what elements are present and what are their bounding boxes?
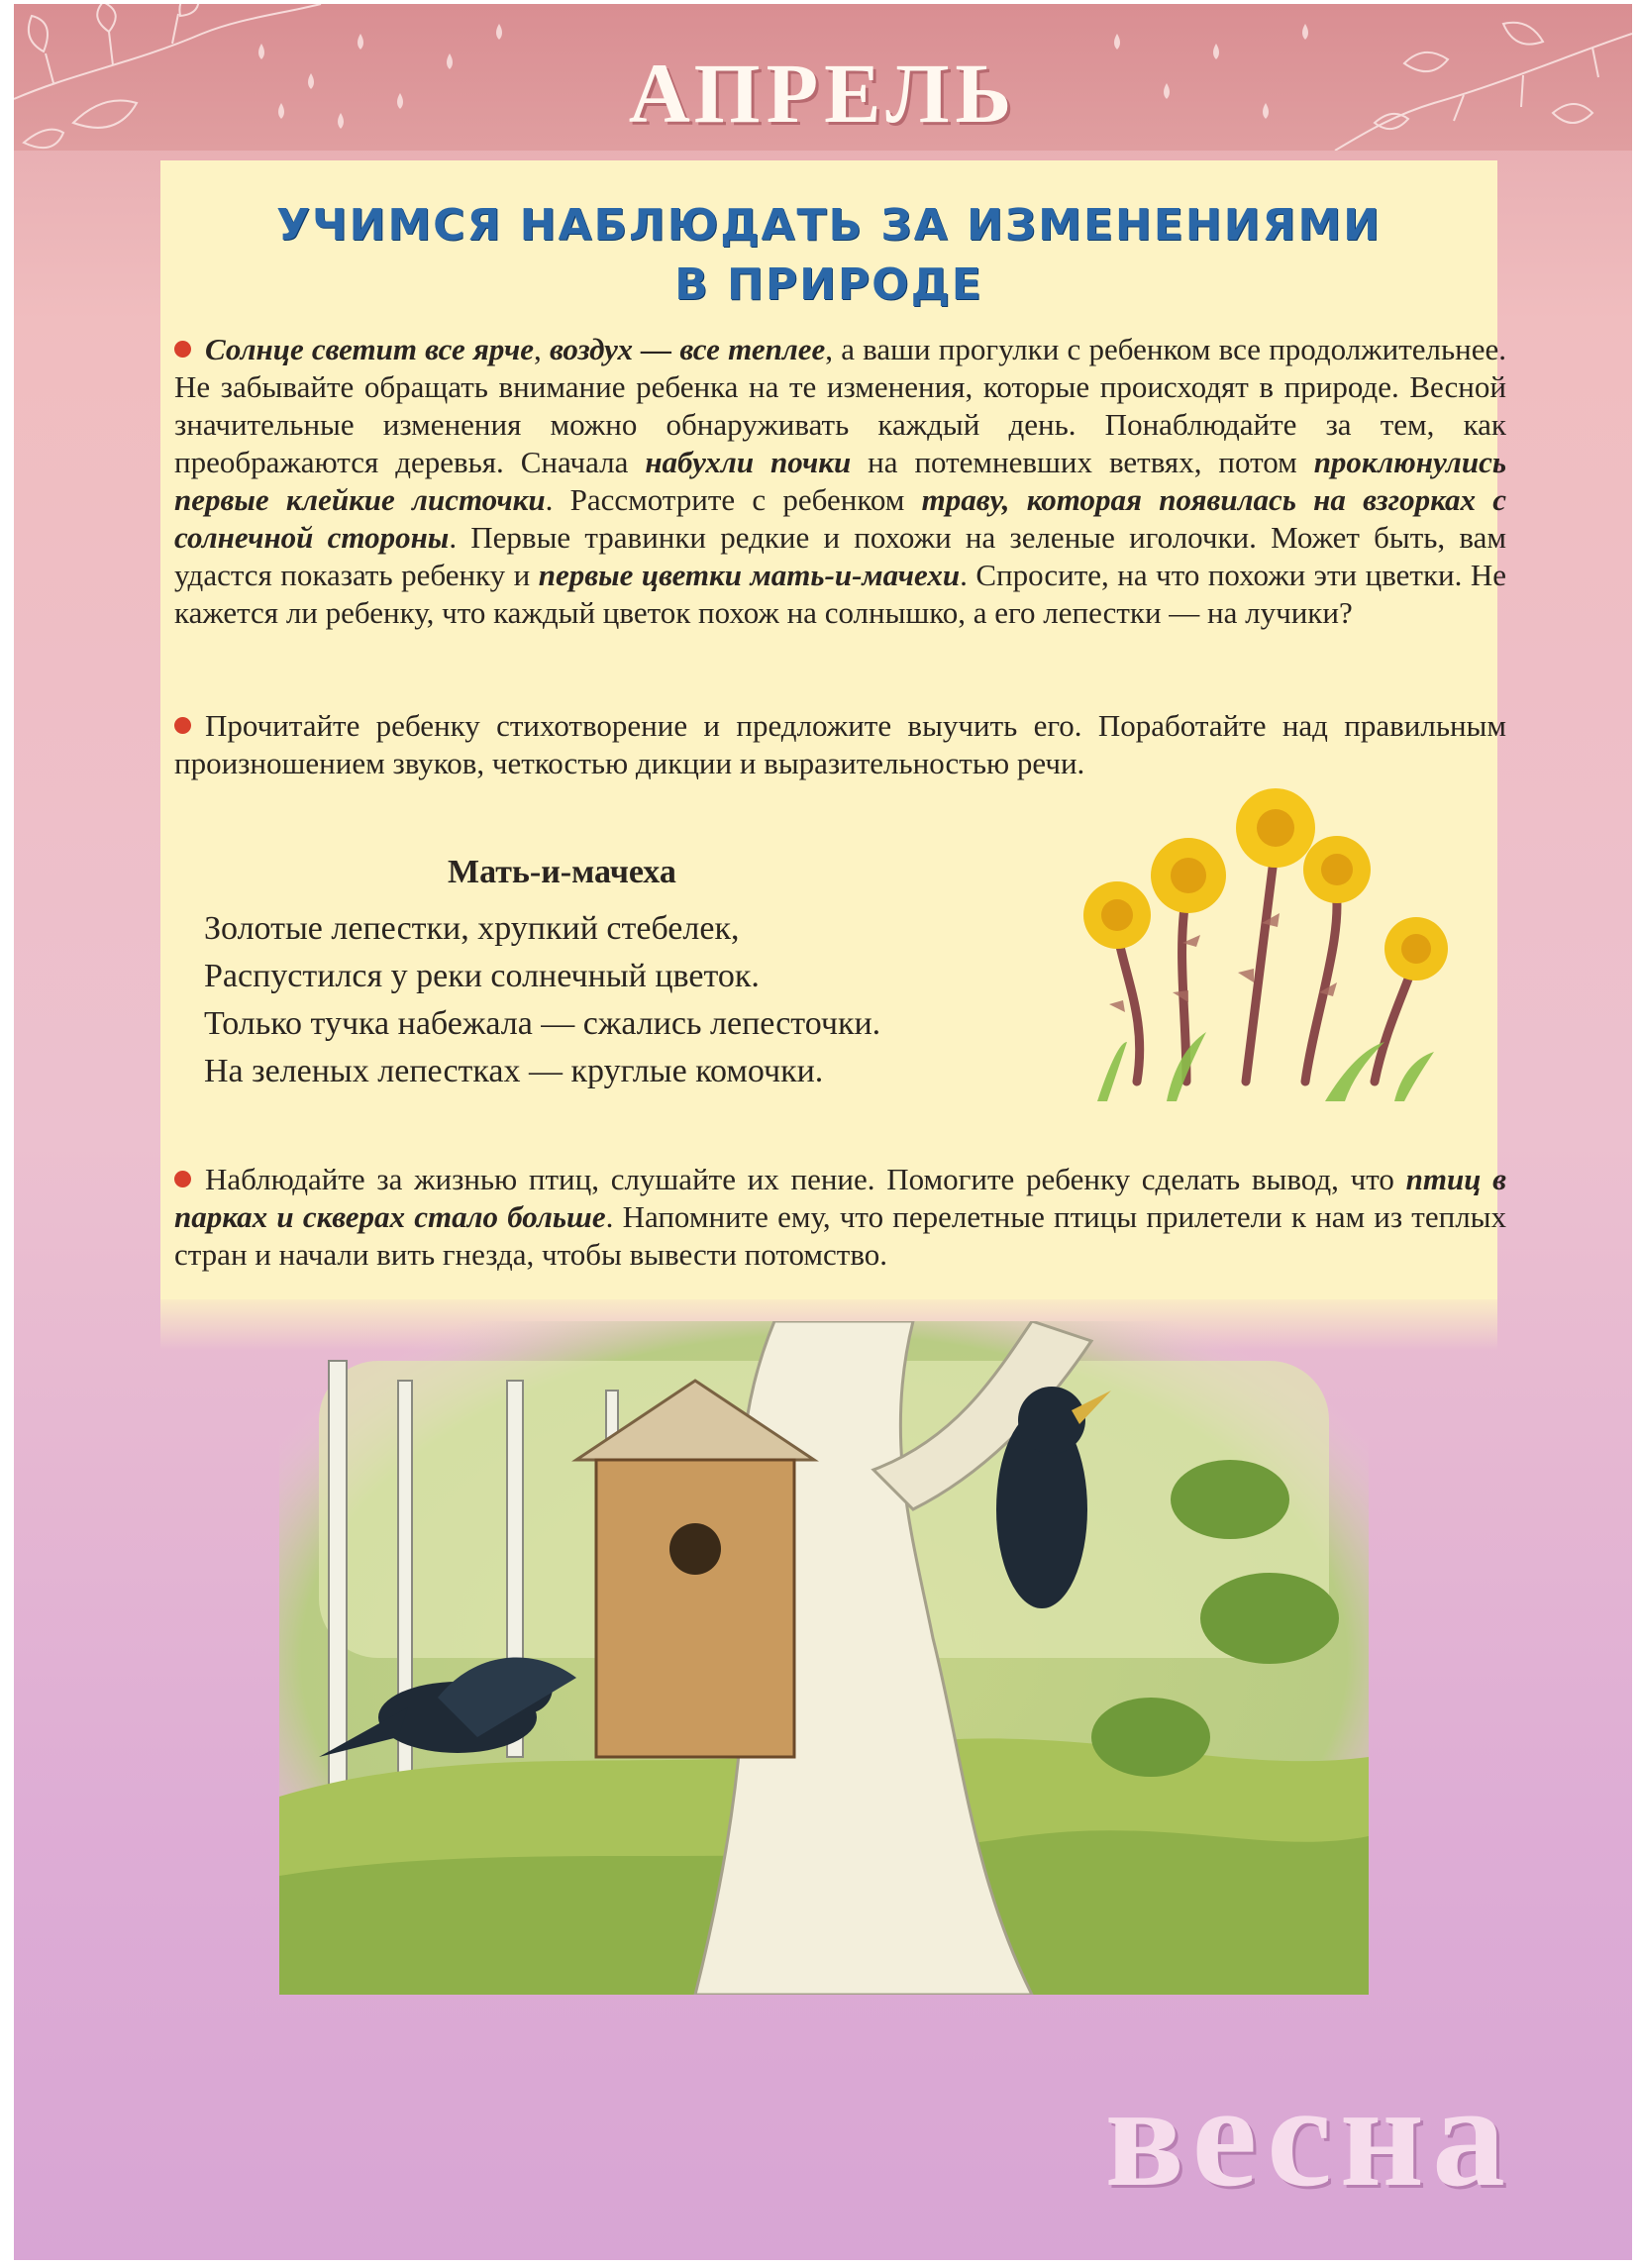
poem-line: Только тучка набежала — сжались лепесточки. [204,1005,881,1042]
emphasis-text: проклюнулись первые клейкие листочки [174,445,1507,517]
paragraph-text: . Напомните ему, что перелетные птицы прилетели к нам из теплых стран и начали вить гнезда, чтобы вывести потомство. [174,1199,1506,1272]
page-heading [160,196,1497,315]
poem-line: На зеленых лепестках — круглые комочки. [204,1053,824,1089]
paragraph-text: Наблюдайте за жизнью птиц, слушайте их пение. Помогите ребенку сделать вывод, что [205,1162,1406,1196]
starlings-birdhouse-illustration [279,1321,1369,1995]
bullet-icon [174,717,191,734]
bullet-icon [174,1171,191,1187]
emphasis-text: набухли почки [645,445,852,479]
paragraph-text: , [534,332,550,366]
poem-line: Золотые лепестки, хрупкий стебелек, [204,910,740,947]
paragraph-text: . Рассмотрите с ребенком [545,482,922,517]
coltsfoot-flower-illustration [1077,784,1454,1111]
paragraph-text: . Спросите, на что похожи эти цветки. Не кажется ли ребенку, что каждый цветок похож на солнышко, а его лепестки — на лучики? [174,558,1507,630]
heading-line-2: В ПРИРОДЕ [674,259,983,310]
heading-line-1: УЧИМСЯ НАБЛЮДАТЬ ЗА ИЗМЕНЕНИЯМИ [276,200,1382,251]
season-label: весна [1104,2055,1513,2217]
paragraph-birds [174,1161,1506,1274]
month-title: АПРЕЛЬ [628,46,1018,141]
bullet-icon [174,341,191,358]
emphasis-text: траву, которая появилась на взгорках с солнечной стороны [174,482,1507,555]
poem-title: Мать-и-мачеха [448,854,676,890]
emphasis-text: Солнце светит все ярче [205,332,534,366]
content-panel [160,160,1507,1299]
poem-line: Распустился у реки солнечный цветок. [204,958,760,994]
poem [204,905,880,1095]
page-card [14,4,1632,2260]
paragraph-text: на потемневших ветвях, потом [851,445,1314,479]
paragraph-text: . Первые травинки редкие и похожи на зеленые иголочки. Может быть, вам удастся показать ребенку и [174,520,1506,592]
emphasis-text: воздух — все теплее [549,332,826,366]
emphasis-text: птиц в парках и скверах стало больше [174,1162,1506,1234]
paragraph-poem-intro [174,707,1506,782]
emphasis-text: первые цветки мать-и-мачехи [538,558,961,592]
paragraph-nature-changes [174,331,1506,632]
paragraph-text: , а ваши прогулки с ребенком все продолжительнее. Не забывайте обращать внимание ребенка на те изменения, которые происходят в природе. Весной значительные изменения можно обнаруживать каждый день. Понаблюдайте за тем, как преображаются деревья. Сначала [174,332,1506,479]
paragraph-text: Прочитайте ребенку стихотворение и предложите выучить его. Поработайте над правильным произношением звуков, четкостью дикции и выразительностью речи. [174,708,1506,780]
header-band [14,4,1632,151]
